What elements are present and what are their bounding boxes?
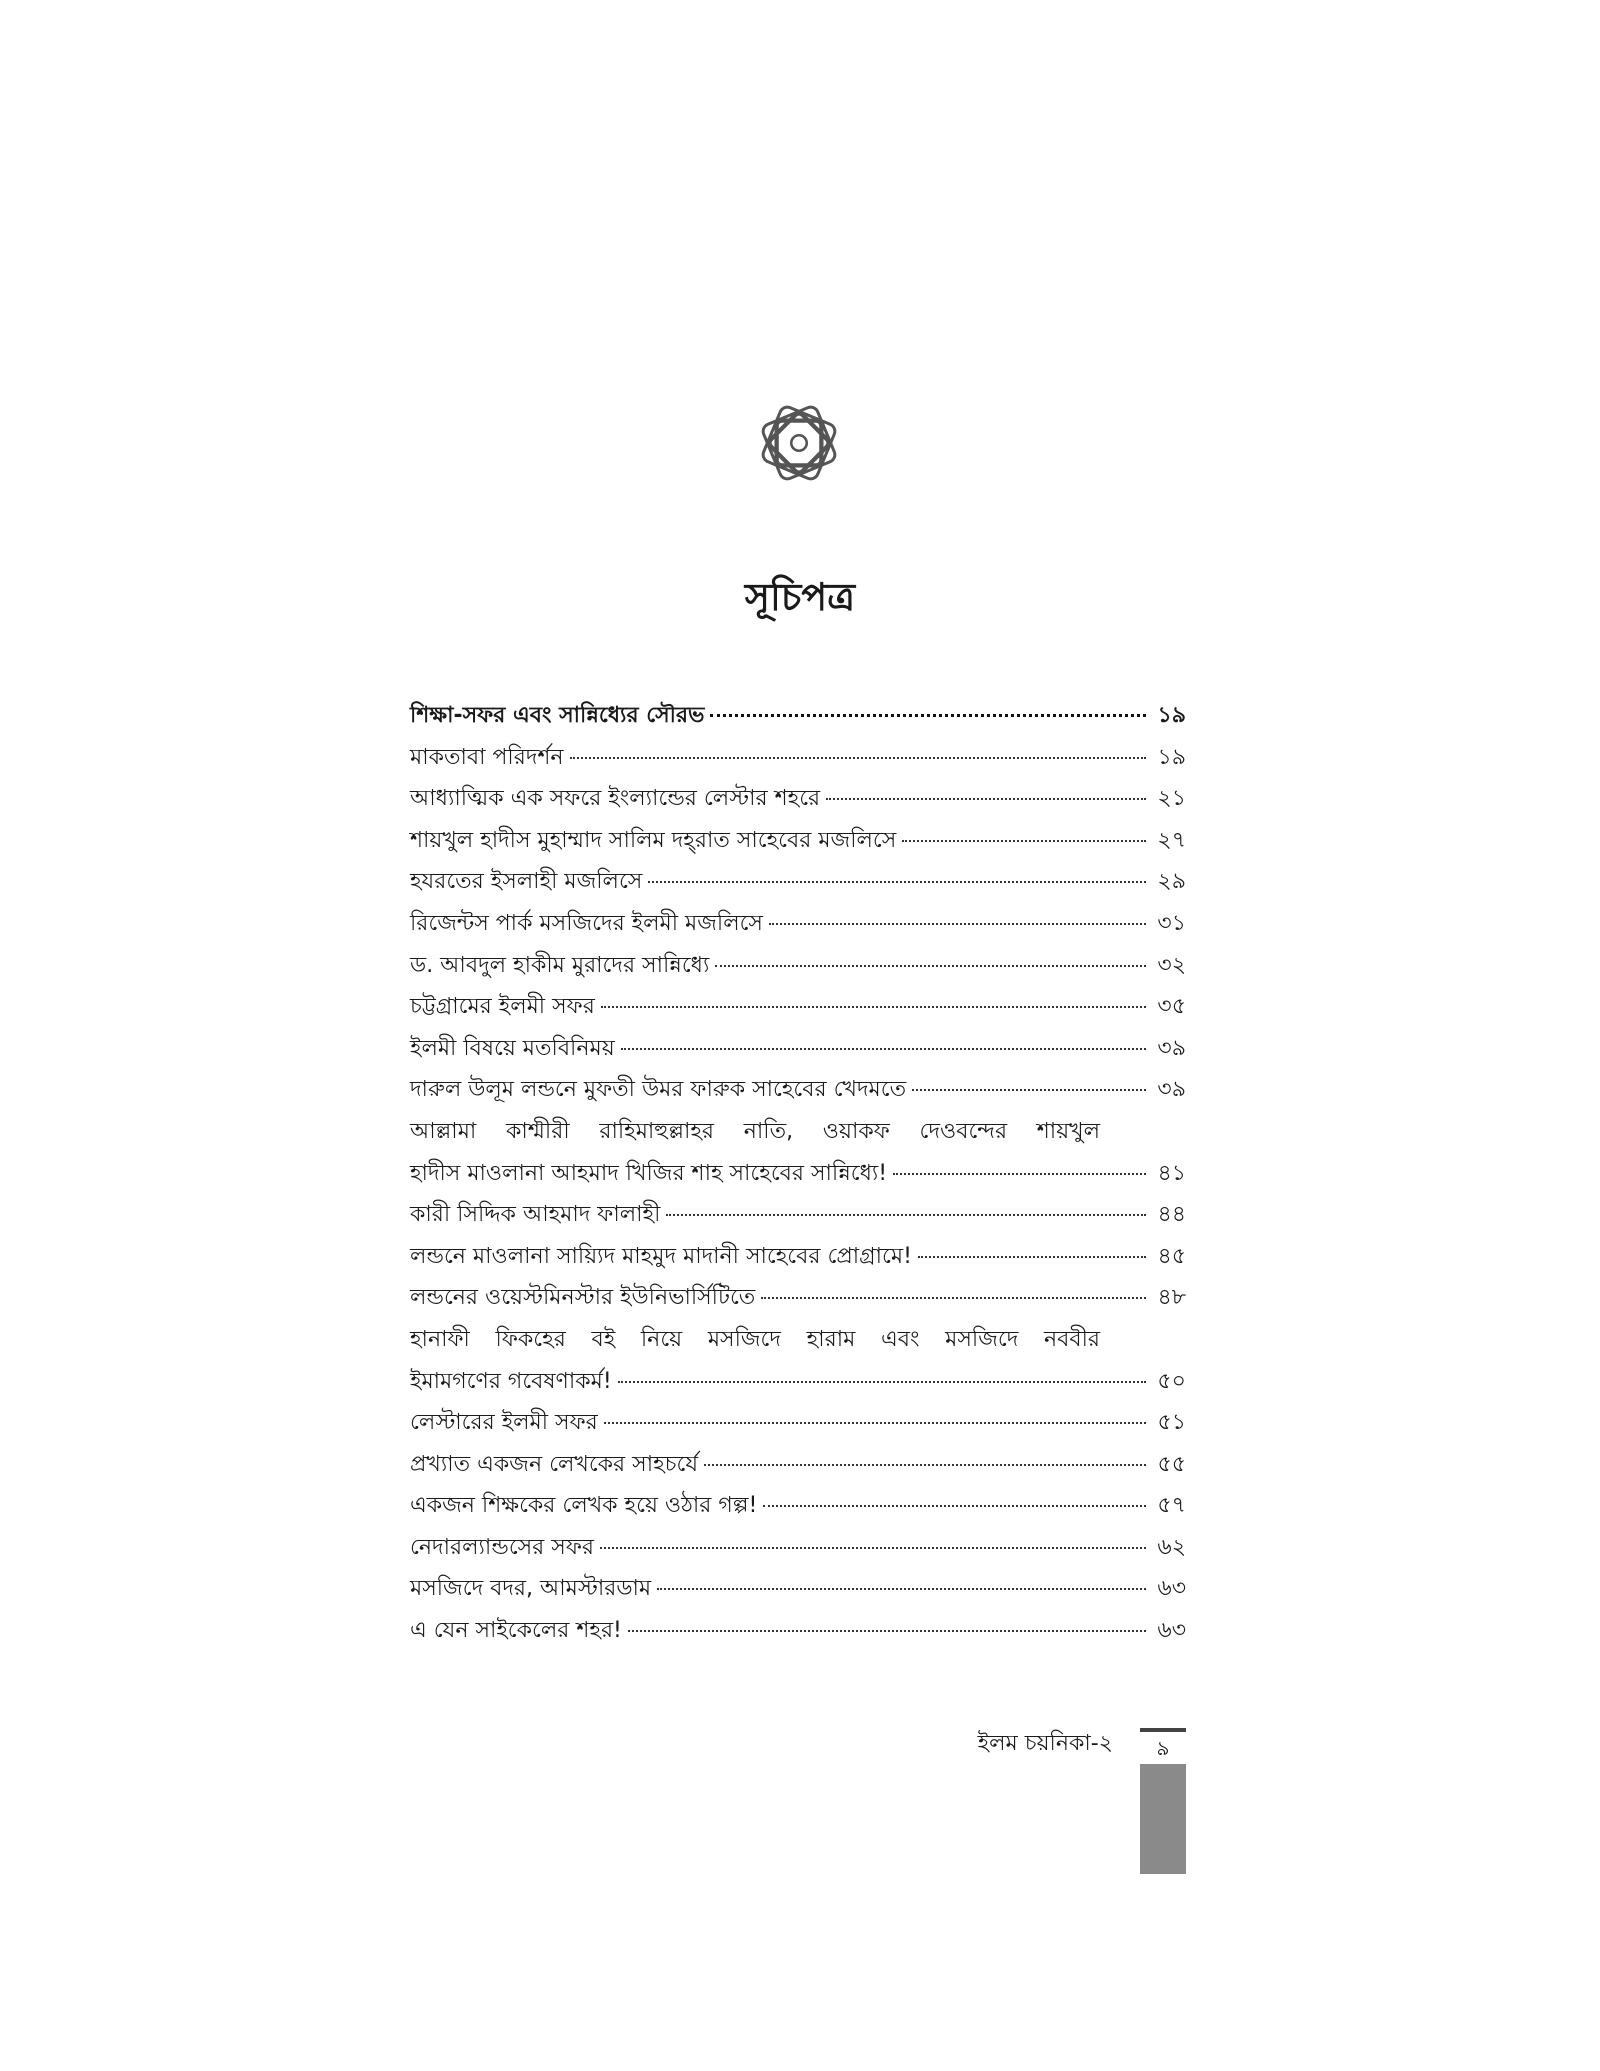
dot-leader [918,1256,1146,1258]
toc-entry-title-line: আল্লামা কাশ্মীরী রাহিমাহুল্লাহর নাতি, ওয়াকফ দেওবন্দের শায়খুল [410,1118,1100,1144]
toc-entry-title: লন্ডনের ওয়েস্টমিনস্টার ইউনিভার্সিটিতে [410,1285,756,1311]
toc-entry [410,1568,1186,1610]
toc-entry-row [410,1485,1186,1527]
toc-entry-row [410,1444,1186,1486]
toc-entry-title: এ যেন সাইকেলের শহর! [410,1618,622,1644]
toc-entry [410,820,1186,862]
toc-entry-row [410,945,1186,987]
dot-leader [761,1297,1146,1299]
toc-entry [410,1485,1186,1527]
toc-entry-page-number: ৬৩ [1157,1618,1186,1644]
dot-leader [902,840,1146,842]
dot-leader [601,1006,1146,1008]
toc-entry [410,945,1186,987]
toc-entry-title: দারুল উলূম লন্ডনে মুফতী উমর ফারুক সাহেবের খেদমতে [410,1077,907,1103]
dot-leader [628,1630,1146,1632]
dot-leader [570,757,1146,759]
toc-entry [410,986,1186,1028]
toc-entry [410,1028,1186,1070]
toc-entry [410,903,1186,945]
toc-entry-row [410,778,1186,820]
toc-entry-row [410,1236,1186,1278]
toc-entry-title: শায়খুল হাদীস মুহাম্মাদ সালিম দহ্‌রাত সাহেবের মজলিসে [410,827,897,853]
dot-leader [618,1381,1146,1383]
toc-entry-title: লেস্টারের ইলমী সফর [410,1410,598,1436]
toc-entry [410,1444,1186,1486]
toc-entry-row [410,695,1186,737]
toc-entry-title: নেদারল্যান্ডসের সফর [410,1534,594,1560]
toc-entry-title: লন্ডনে মাওলানা সায়্যিদ মাহমুদ মাদানী সাহেবের প্রোগ্রামে! [410,1243,912,1269]
toc-entry-page-number: ৩৫ [1157,994,1186,1020]
page-tab [1140,1728,1186,1874]
toc-entry-row [410,861,1186,903]
dot-leader [769,923,1146,925]
dot-leader [826,798,1146,800]
toc-entry-page-number: ২৭ [1157,827,1186,853]
dot-leader [648,881,1146,883]
toc-entry-page-number: ৫০ [1157,1368,1186,1394]
dot-leader [912,1089,1146,1091]
toc-entry-row [410,1568,1186,1610]
toc-entry-row [410,1610,1186,1652]
toc-entry-title: শিক্ষা-সফর এবং সান্নিধ্যের সৌরভ [410,703,705,728]
toc-entry-row [410,1153,1186,1195]
toc-entry [410,1277,1186,1319]
toc-entry [410,1236,1186,1278]
toc-entry-page-number: ৩৯ [1157,1035,1186,1061]
toc-entry [410,1069,1186,1111]
toc-entry-page-number: ৪৪ [1157,1202,1186,1228]
toc-entry [410,861,1186,903]
dot-leader [704,1464,1146,1466]
toc-entry-row [410,1069,1186,1111]
dot-leader [763,1505,1146,1507]
toc-entry-row [410,820,1186,862]
toc-entry-page-number: ৩৯ [1157,1077,1186,1103]
toc-entry-page-number: ৩২ [1157,952,1186,978]
dot-leader [600,1547,1146,1549]
toc-entry-title: চট্টগ্রামের ইলমী সফর [410,994,595,1020]
toc-entry [410,1319,1186,1402]
toc-entry [410,778,1186,820]
dot-leader [666,1214,1146,1216]
toc-entry-page-number: ৬৩ [1157,1576,1186,1602]
toc-entry-page-number: ১৯ [1157,744,1186,770]
page-number: ৯ [1140,1732,1186,1764]
toc-entry-title: একজন শিক্ষকের লেখক হয়ে ওঠার গল্প! [410,1493,758,1519]
toc-entry-title: মাকতাবা পরিদর্শন [410,744,564,770]
toc-entry-row [410,1527,1186,1569]
toc-entry-title: হযরতের ইসলাহী মজলিসে [410,869,643,895]
toc-entry-page-number: ৫১ [1157,1410,1186,1436]
toc-entry-row [410,737,1186,779]
toc-entry [410,737,1186,779]
toc-entry-page-number: ১৯ [1157,703,1186,728]
toc-entry [410,1111,1186,1194]
toc-entry [410,1194,1186,1236]
toc-entry [410,1527,1186,1569]
toc-entry-title: কারী সিদ্দিক আহমাদ ফালাহী [410,1202,661,1228]
dot-leader [657,1588,1146,1590]
toc-entry-row [410,903,1186,945]
dot-leader [621,1048,1146,1050]
toc-entry-row [410,1028,1186,1070]
dot-leader [604,1422,1146,1424]
toc-entry-page-number: ৪১ [1157,1160,1186,1186]
toc-entry-row [410,1194,1186,1236]
toc-entry-page-number: ২১ [1157,786,1186,812]
dot-leader [893,1173,1146,1175]
toc-entry-row [410,1361,1186,1403]
toc-entry-title: ইমামগণের গবেষণাকর্ম! [410,1368,612,1394]
toc-entry-page-number: ৫৫ [1157,1451,1186,1477]
toc-entry-row [410,1402,1186,1444]
toc-entry-page-number: ৪৮ [1157,1285,1186,1311]
toc-entry-title: রিজেন্টস পার্ক মসজিদের ইলমী মজলিসে [410,910,763,936]
toc-entry-title: ড. আবদুল হাকীম মুরাদের সান্নিধ্যে [410,952,710,978]
geometric-star-ornament-icon [756,400,842,486]
toc-entry-title: মসজিদে বদর, আমস্টারডাম [410,1576,652,1602]
toc-entry-row [410,986,1186,1028]
toc-entry-title: হাদীস মাওলানা আহমাদ খিজির শাহ সাহেবের সান্নিধ্যে! [410,1160,888,1186]
toc-entry [410,1402,1186,1444]
dot-leader [715,965,1146,967]
page-title: সূচিপত্র [744,574,856,619]
toc-entry-page-number: ৬২ [1157,1534,1186,1560]
book-title-footer: ইলম চয়নিকা-২ [977,1731,1113,1756]
toc-entry [410,1610,1186,1652]
toc-entry-title: ইলমী বিষয়ে মতবিনিময় [410,1035,615,1061]
toc-entry-page-number: ২৯ [1157,869,1186,895]
table-of-contents [410,695,1186,1652]
toc-entry-page-number: ৩১ [1157,910,1186,936]
toc-entry-title: প্রখ্যাত একজন লেখকের সাহচর্যে [410,1451,699,1477]
toc-entry-row [410,1277,1186,1319]
dot-leader [710,714,1146,717]
toc-entry-page-number: ৪৫ [1157,1243,1186,1269]
toc-entry [410,695,1186,737]
toc-entry-title-line: হানাফী ফিকহের বই নিয়ে মসজিদে হারাম এবং মসজিদে নববীর [410,1326,1100,1352]
toc-entry-title: আধ্যাত্মিক এক সফরে ইংল্যান্ডের লেস্টার শহরে [410,786,821,812]
toc-entry-page-number: ৫৭ [1157,1493,1186,1519]
